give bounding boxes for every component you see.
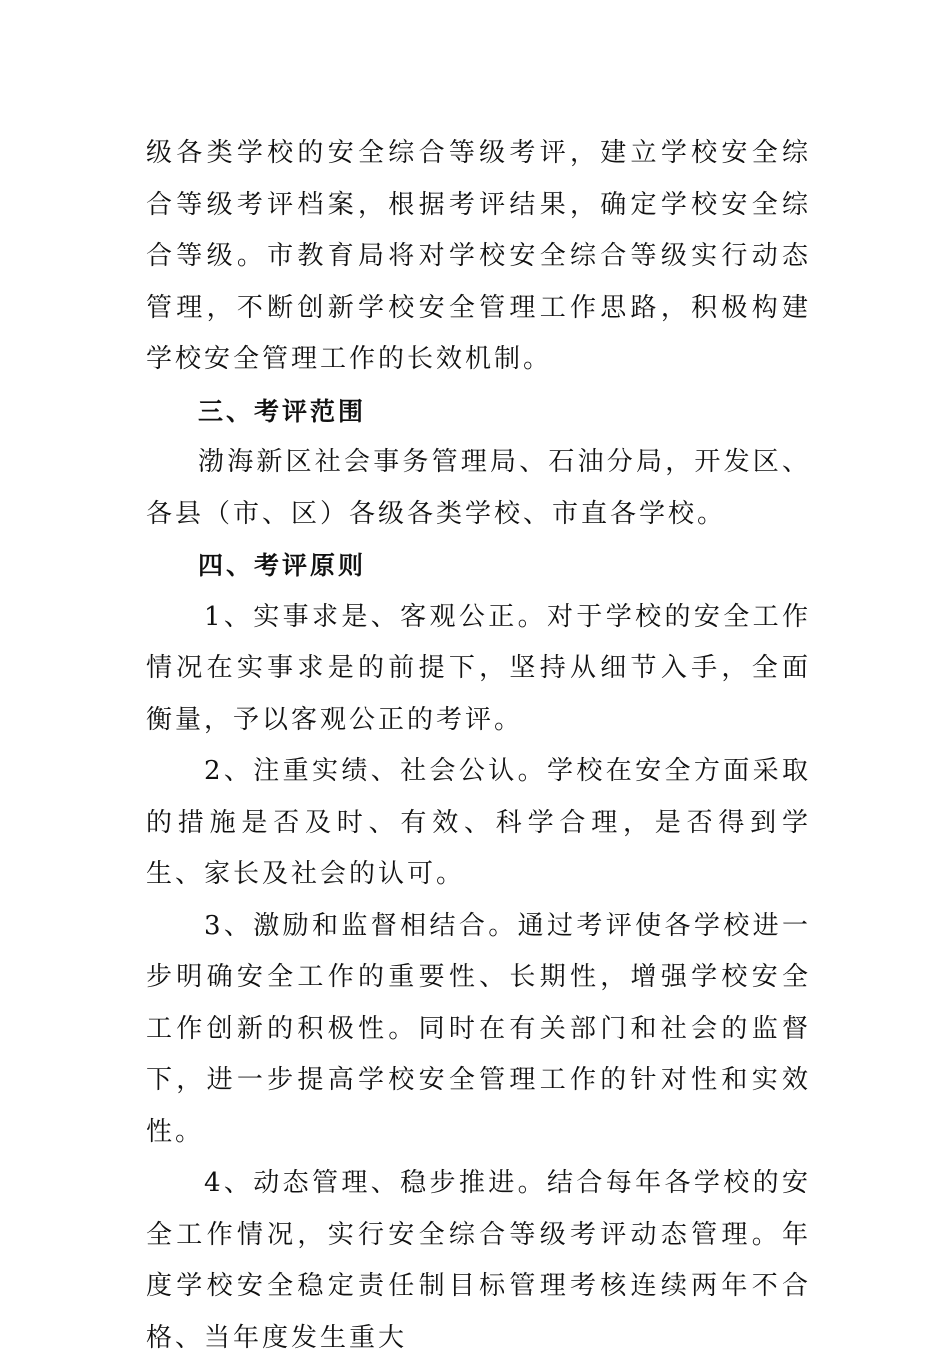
principle-item-4: 4、动态管理、稳步推进。结合每年各学校的安全工作情况，实行安全综合等级考评动态管理。年度学校安全稳定责任制目标管理考核连续两年不合格、当年度发生重大 xyxy=(146,1168,811,1353)
principle-item-1: 1、实事求是、客观公正。对于学校的安全工作情况在实事求是的前提下，坚持从细节入手，全面衡量，予以客观公正的考评。 xyxy=(146,601,811,735)
paragraph-scope: 渤海新区社会事务管理局、石油分局，开发区、各县（市、区）各级各类学校、市直各学校。 xyxy=(146,447,811,529)
section-heading-scope: 三、考评范围 xyxy=(198,396,367,426)
paragraph-continuation: 级各类学校的安全综合等级考评，建立学校安全综合等级考评档案，根据考评结果，确定学校安全综合等级。市教育局将对学校安全综合等级实行动态管理，不断创新学校安全管理工作思路，积极构建学校安全管理工作的长效机制。 xyxy=(146,138,811,374)
section-heading-principles: 四、考评原则 xyxy=(198,551,367,580)
principle-item-3: 3、激励和监督相结合。通过考评使各学校进一步明确安全工作的重要性、长期性，增强学校安全工作创新的积极性。同时在有关部门和社会的监督下，进一步提高学校安全管理工作的针对性和实效性。 xyxy=(146,910,811,1147)
document-body xyxy=(146,128,811,1364)
principle-item-2: 2、注重实绩、社会公认。学校在安全方面采取的措施是否及时、有效、科学合理，是否得到学生、家长及社会的认可。 xyxy=(146,756,811,889)
